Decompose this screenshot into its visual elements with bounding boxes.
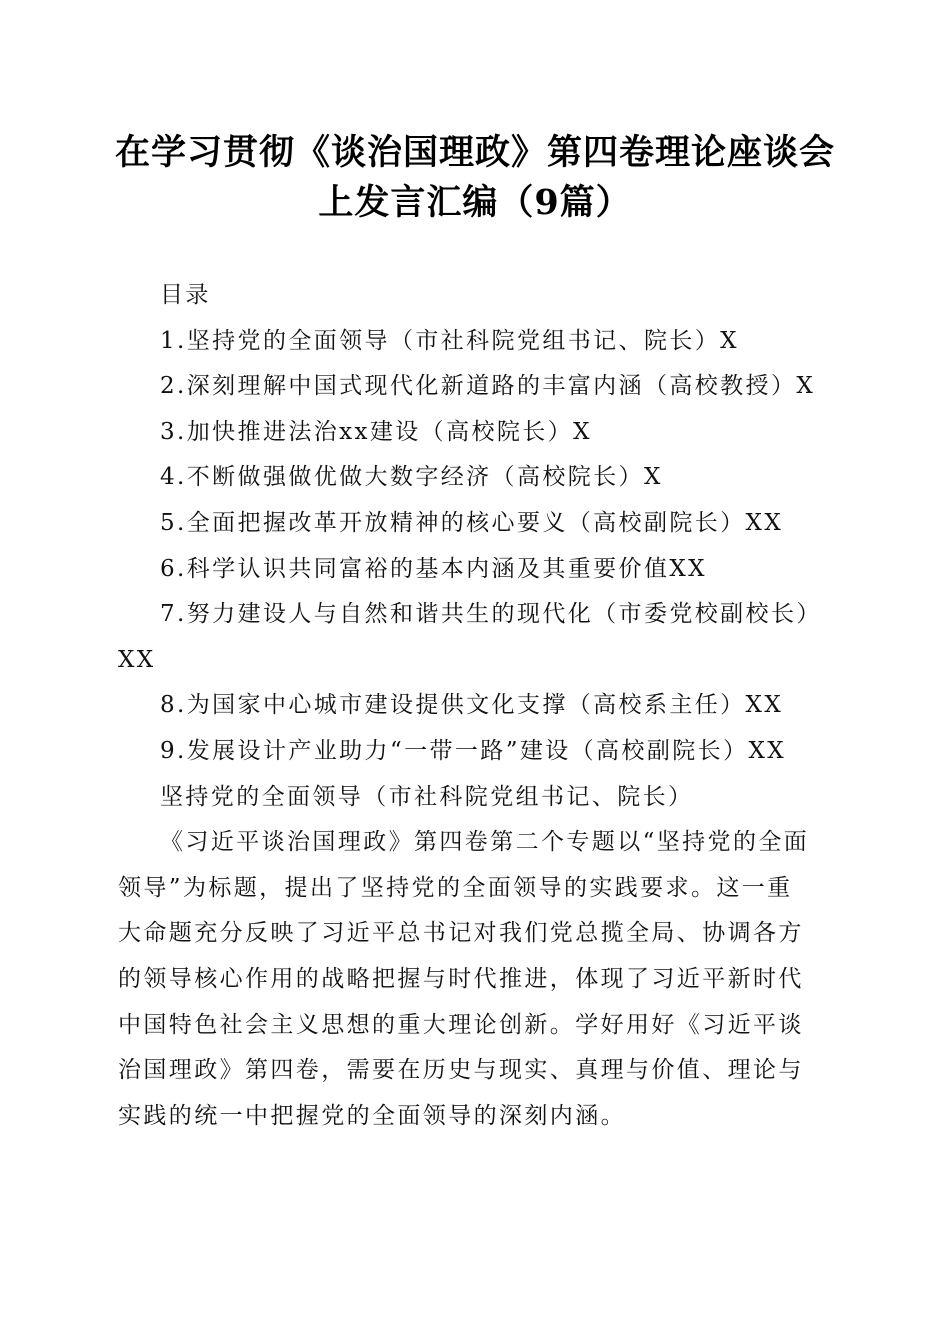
paragraph-line: 的领导核心作用的战略把握与时代推进，体现了习近平新时代 <box>118 965 804 992</box>
toc-heading: 目录 <box>160 282 211 308</box>
toc-list <box>118 319 828 775</box>
title-line-1: 在学习贯彻《谈治国理政》第四卷理论座谈会 <box>114 132 835 173</box>
section-paragraph <box>118 820 828 1139</box>
toc-item: 9.发展设计产业助力“一带一路”建设（高校副院长）XX <box>160 737 787 764</box>
document-body <box>118 273 828 1139</box>
paragraph-line: 中国特色社会主义思想的重大理论创新。学好用好《习近平谈 <box>118 1011 804 1038</box>
toc-item: 8.为国家中心城市建设提供文化支撑（高校系主任）XX <box>160 692 784 719</box>
toc-item-wrap: XX <box>118 646 156 673</box>
paragraph-line: 大命题充分反映了习近平总书记对我们党总揽全局、协调各方 <box>118 920 804 947</box>
paragraph-line: 实践的统一中把握党的全面领导的深刻内涵。 <box>118 1102 626 1129</box>
toc-item: 3.加快推进法治xx建设（高校院长）X <box>160 418 592 445</box>
paragraph-line: 治国理政》第四卷，需要在历史与现实、真理与价值、理论与 <box>118 1057 804 1084</box>
document-title <box>100 128 850 228</box>
toc-item: 6.科学认识共同富裕的基本内涵及其重要价值XX <box>160 555 707 582</box>
paragraph-line: 《习近平谈治国理政》第四卷第二个专题以“坚持党的全面 <box>160 829 810 856</box>
toc-item: 7.努力建设人与自然和谐共生的现代化（市委党校副校长） <box>160 601 822 628</box>
toc-item: 2.深刻理解中国式现代化新道路的丰富内涵（高校教授）X <box>160 373 816 400</box>
toc-item: 4.不断做强做优做大数字经济（高校院长）X <box>160 464 663 491</box>
toc-item: 1.坚持党的全面领导（市社科院党组书记、院长）X <box>160 327 739 354</box>
toc-item: 5.全面把握改革开放精神的核心要义（高校副院长）XX <box>160 509 784 536</box>
title-line-2: 上发言汇编（9篇） <box>318 182 632 223</box>
section-heading: 坚持党的全面领导（市社科院党组书记、院长） <box>160 783 694 810</box>
paragraph-line: 领导”为标题，提出了坚持党的全面领导的实践要求。这一重 <box>118 874 793 901</box>
